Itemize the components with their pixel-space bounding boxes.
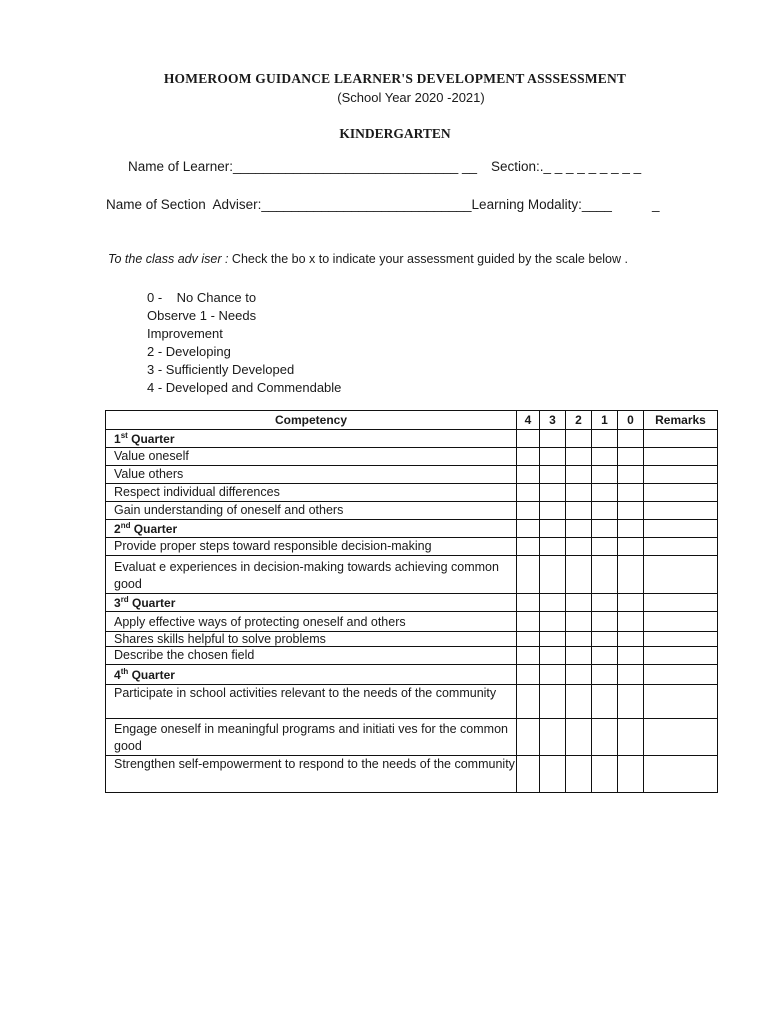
rating-box-2[interactable] [566,647,592,665]
rating-box-0[interactable] [618,665,644,685]
rating-box-4[interactable] [517,466,540,484]
rating-box-4[interactable] [517,502,540,520]
rating-box-3[interactable] [540,430,566,448]
rating-box-0[interactable] [618,756,644,793]
section-field[interactable]: Section:._ _ _ _ _ _ _ _ _ [491,159,642,174]
rating-box-0[interactable] [618,430,644,448]
rating-box-1[interactable] [592,448,618,466]
rating-box-0[interactable] [618,502,644,520]
header-remarks: Remarks [644,411,718,430]
rating-box-3[interactable] [540,594,566,612]
rating-box-3[interactable] [540,647,566,665]
competency-table [105,410,718,793]
table-row [106,484,718,502]
rating-box-3[interactable] [540,632,566,647]
rating-box-1[interactable] [592,612,618,632]
rating-box-2[interactable] [566,466,592,484]
remarks-cell[interactable] [644,756,718,793]
remarks-cell[interactable] [644,448,718,466]
table-row [106,502,718,520]
rating-box-3[interactable] [540,665,566,685]
rating-scale [147,289,387,397]
rating-box-3[interactable] [540,756,566,793]
competency-item: Shares skills helpful to solve problems [106,632,517,647]
rating-box-0[interactable] [618,632,644,647]
scale-line: 2 - Developing [147,344,231,359]
table-row [106,719,718,756]
rating-box-2[interactable] [566,520,592,538]
competency-item: Strengthen self-empowerment to respond to the needs of the community [106,756,517,793]
adviser-and-modality-field[interactable]: Name of Section Adviser:____________________________Learning Modality:____ [106,197,612,212]
competency-item: Value oneself [106,448,517,466]
remarks-cell[interactable] [644,612,718,632]
grade-level: KINDERGARTEN [339,126,451,141]
rating-box-0[interactable] [618,538,644,556]
rating-box-4[interactable] [517,685,540,719]
rating-box-2[interactable] [566,719,592,756]
competency-item: Engage oneself in meaningful programs and initiati ves for the common good [106,719,517,756]
rating-box-1[interactable] [592,520,618,538]
rating-box-0[interactable] [618,685,644,719]
competency-item: Provide proper steps toward responsible decision-making [106,538,517,556]
rating-box-4[interactable] [517,556,540,594]
table-row [106,756,718,793]
rating-box-4[interactable] [517,448,540,466]
remarks-cell[interactable] [644,719,718,756]
table-row [106,538,718,556]
remarks-cell[interactable] [644,430,718,448]
table-row [106,466,718,484]
remarks-cell[interactable] [644,556,718,594]
scale-line: 3 - Sufficiently Developed [147,362,295,377]
rating-box-3[interactable] [540,685,566,719]
rating-box-1[interactable] [592,685,618,719]
scale-line: Improvement [147,326,223,341]
rating-box-4[interactable] [517,594,540,612]
remarks-cell[interactable] [644,632,718,647]
rating-box-3[interactable] [540,466,566,484]
rating-box-0[interactable] [618,719,644,756]
scale-line: 4 - Developed and Commendable [147,380,342,395]
competency-item: Participate in school activities relevant to the needs of the community [106,685,517,719]
competency-item: Describe the chosen field [106,647,517,665]
rating-box-1[interactable] [592,594,618,612]
rating-box-3[interactable] [540,484,566,502]
rating-box-2[interactable] [566,632,592,647]
quarter-row [106,430,718,448]
rating-box-4[interactable] [517,647,540,665]
quarter-1-label: 1st Quarter [106,430,517,448]
rating-box-2[interactable] [566,665,592,685]
rating-box-2[interactable] [566,556,592,594]
header-rating-1: 1 [592,411,618,430]
header-rating-3: 3 [540,411,566,430]
rating-box-2[interactable] [566,430,592,448]
competency-item: Evaluat e experiences in decision-making towards achieving common good [106,556,517,594]
header-competency: Competency [106,411,517,430]
instruction-lead: To the class adv iser : [108,252,229,266]
remarks-cell[interactable] [644,647,718,665]
quarter-2-label: 2nd Quarter [106,520,517,538]
rating-box-4[interactable] [517,538,540,556]
rating-box-2[interactable] [566,538,592,556]
rating-box-1[interactable] [592,719,618,756]
rating-box-3[interactable] [540,538,566,556]
rating-box-3[interactable] [540,520,566,538]
rating-box-2[interactable] [566,484,592,502]
rating-box-1[interactable] [592,430,618,448]
rating-box-0[interactable] [618,612,644,632]
remarks-cell[interactable] [644,685,718,719]
table-row [106,647,718,665]
form-title: HOMEROOM GUIDANCE LEARNER'S DEVELOPMENT ASSSESSMENT [163,71,627,86]
header-rating-0: 0 [618,411,644,430]
rating-box-1[interactable] [592,665,618,685]
remarks-cell[interactable] [644,466,718,484]
rating-box-3[interactable] [540,448,566,466]
rating-box-3[interactable] [540,719,566,756]
competency-item: Respect individual differences [106,484,517,502]
table-row [106,612,718,632]
rating-box-2[interactable] [566,756,592,793]
remarks-cell[interactable] [644,538,718,556]
remarks-cell[interactable] [644,665,718,685]
rating-box-3[interactable] [540,612,566,632]
rating-box-0[interactable] [618,594,644,612]
rating-box-2[interactable] [566,448,592,466]
table-row [106,632,718,647]
rating-box-0[interactable] [618,556,644,594]
remarks-cell[interactable] [644,594,718,612]
remarks-cell[interactable] [644,502,718,520]
rating-box-4[interactable] [517,665,540,685]
rating-box-4[interactable] [517,632,540,647]
rating-box-2[interactable] [566,685,592,719]
rating-box-2[interactable] [566,594,592,612]
rating-box-1[interactable] [592,647,618,665]
rating-box-2[interactable] [566,612,592,632]
instruction-body: Check the bo x to indicate your assessment guided by the scale below . [228,252,628,266]
school-year: (School Year 2020 -2021) [337,90,485,105]
rating-box-1[interactable] [592,538,618,556]
rating-box-0[interactable] [618,520,644,538]
remarks-cell[interactable] [644,520,718,538]
header-rating-2: 2 [566,411,592,430]
instruction-text [108,252,628,266]
quarter-3-label: 3rd Quarter [106,594,517,612]
table-row [106,556,718,594]
header-rating-4: 4 [517,411,540,430]
rating-box-4[interactable] [517,612,540,632]
quarter-4-label: 4th Quarter [106,665,517,685]
scale-line: 0 - No Chance to [147,290,257,305]
rating-box-3[interactable] [540,556,566,594]
quarter-row [106,665,718,685]
rating-box-1[interactable] [592,502,618,520]
rating-box-0[interactable] [618,448,644,466]
rating-box-0[interactable] [618,647,644,665]
quarter-row [106,520,718,538]
rating-box-2[interactable] [566,502,592,520]
quarter-row [106,594,718,612]
rating-box-1[interactable] [592,756,618,793]
rating-box-1[interactable] [592,556,618,594]
rating-box-4[interactable] [517,484,540,502]
table-row [106,448,718,466]
rating-box-0[interactable] [618,466,644,484]
rating-box-1[interactable] [592,632,618,647]
rating-box-0[interactable] [618,484,644,502]
rating-box-1[interactable] [592,466,618,484]
modality-tail: _ [652,197,660,212]
competency-item: Value others [106,466,517,484]
table-row [106,685,718,719]
rating-box-3[interactable] [540,502,566,520]
remarks-cell[interactable] [644,484,718,502]
rating-box-4[interactable] [517,719,540,756]
rating-box-4[interactable] [517,756,540,793]
learner-name-field[interactable]: Name of Learner:______________________________ __ [128,159,478,174]
competency-item: Apply effective ways of protecting oneself and others [106,612,517,632]
rating-box-1[interactable] [592,484,618,502]
competency-item: Gain understanding of oneself and others [106,502,517,520]
scale-line: Observe 1 - Needs [147,308,257,323]
rating-box-4[interactable] [517,430,540,448]
rating-box-4[interactable] [517,520,540,538]
